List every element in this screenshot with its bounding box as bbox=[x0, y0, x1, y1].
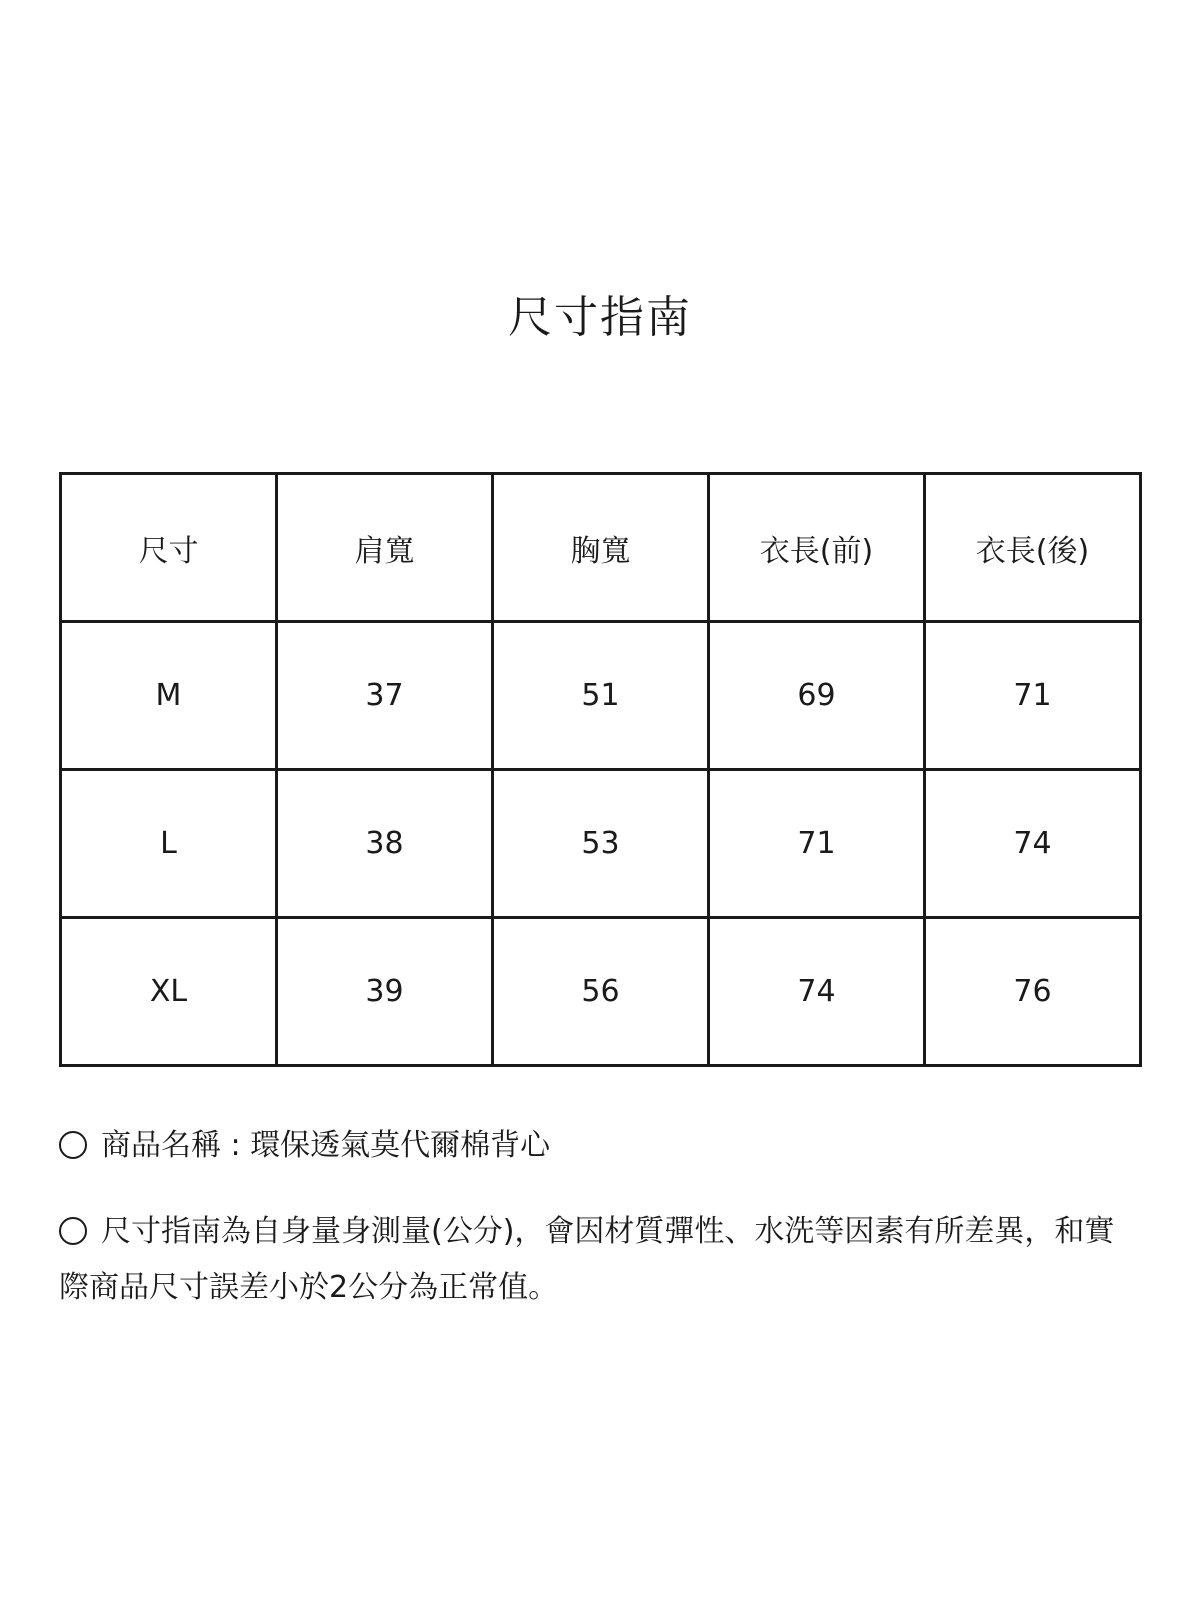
product-name-note bbox=[59, 1118, 1142, 1174]
table-cell: 38 bbox=[277, 770, 493, 918]
table-cell: 74 bbox=[709, 918, 925, 1066]
header-cell: 衣長(前) bbox=[709, 474, 925, 622]
table-header-row bbox=[61, 474, 1141, 622]
table-row bbox=[61, 622, 1141, 770]
table-cell: 51 bbox=[493, 622, 709, 770]
header-cell: 尺寸 bbox=[61, 474, 277, 622]
header-cell: 衣長(後) bbox=[925, 474, 1141, 622]
product-name-text: 商品名稱 : 環保透氣莫代爾棉背心 bbox=[101, 1128, 551, 1163]
table-cell: 39 bbox=[277, 918, 493, 1066]
table-cell: 74 bbox=[925, 770, 1141, 918]
table-cell: M bbox=[61, 622, 277, 770]
page-title: 尺寸指南 bbox=[508, 292, 692, 343]
table-cell: 69 bbox=[709, 622, 925, 770]
table-cell: L bbox=[61, 770, 277, 918]
circle-icon bbox=[59, 1131, 87, 1159]
table-row bbox=[61, 918, 1141, 1066]
disclaimer-note bbox=[59, 1204, 1142, 1316]
table-cell: 76 bbox=[925, 918, 1141, 1066]
table-cell: 71 bbox=[709, 770, 925, 918]
table-row bbox=[61, 770, 1141, 918]
table-cell: 53 bbox=[493, 770, 709, 918]
table-cell: 37 bbox=[277, 622, 493, 770]
disclaimer-text: 尺寸指南為自身量身測量(公分)，會因材質彈性、水洗等因素有所差異，和實際商品尺寸誤差小於2公分為正常值。 bbox=[59, 1214, 1115, 1305]
table-cell: XL bbox=[61, 918, 277, 1066]
table-cell: 56 bbox=[493, 918, 709, 1066]
header-cell: 肩寬 bbox=[277, 474, 493, 622]
header-cell: 胸寬 bbox=[493, 474, 709, 622]
table-cell: 71 bbox=[925, 622, 1141, 770]
circle-icon bbox=[59, 1217, 87, 1245]
size-table bbox=[59, 472, 1142, 1067]
